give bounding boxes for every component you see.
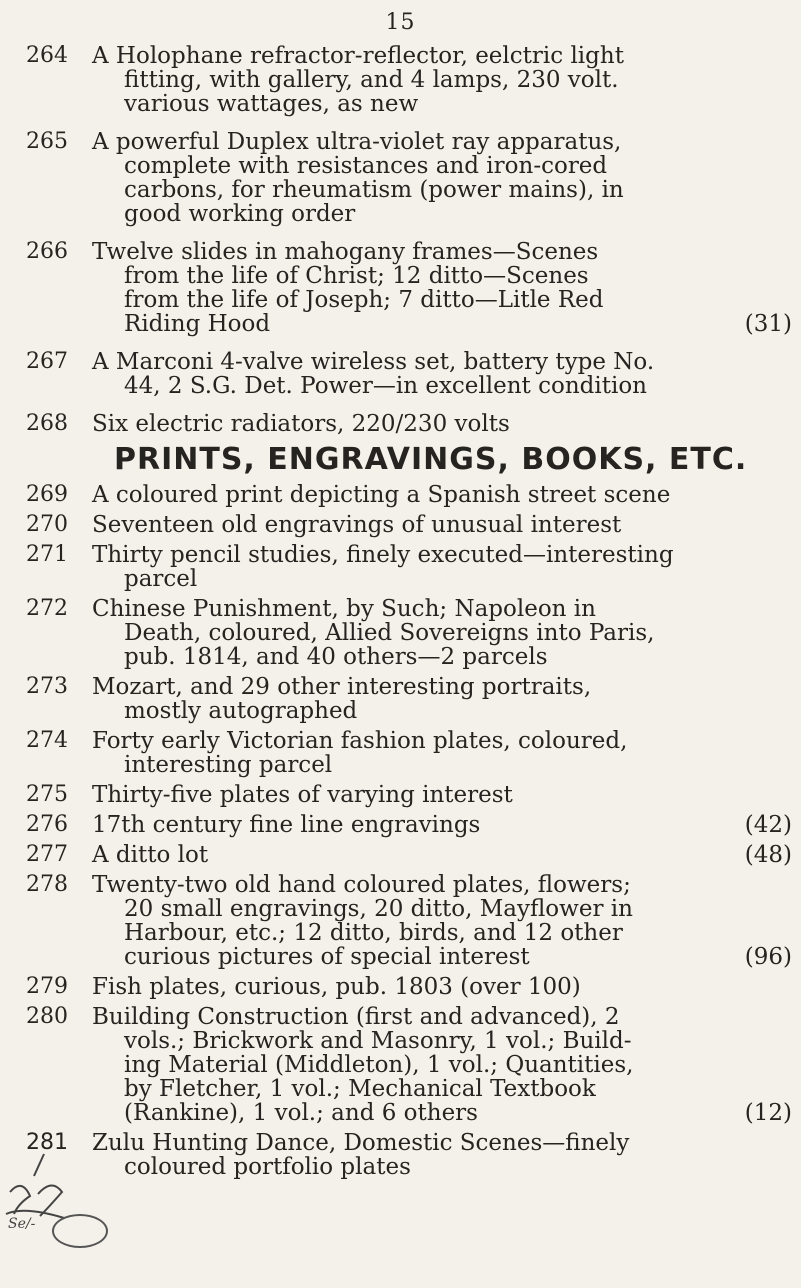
lot-line xyxy=(92,1077,792,1101)
lot-text: Building Construction (first and advanced), 2 xyxy=(92,1004,620,1030)
lot-line xyxy=(92,921,792,945)
lot-line xyxy=(92,154,792,178)
lot-line xyxy=(92,729,792,753)
lot-text: 20 small engravings, 20 ditto, Mayflower in xyxy=(124,896,633,922)
lot-price xyxy=(782,1131,792,1155)
lot-description xyxy=(92,44,792,116)
lot-line xyxy=(92,68,792,92)
lot-price: (42) xyxy=(744,812,792,838)
lot-description xyxy=(92,783,792,807)
lot-line xyxy=(92,240,792,264)
lot-description xyxy=(92,1131,792,1179)
lot-item xyxy=(22,813,792,837)
lot-item xyxy=(22,873,792,969)
lot-price xyxy=(782,483,792,507)
lot-text: Riding Hood xyxy=(124,311,271,337)
lot-line xyxy=(92,483,792,507)
lot-line xyxy=(92,843,792,867)
lot-line xyxy=(92,621,792,645)
lot-line xyxy=(92,312,792,336)
lot-item xyxy=(22,483,792,507)
lot-text: A coloured print depicting a Spanish street scene xyxy=(92,482,671,508)
lot-price xyxy=(782,44,792,68)
lot-line xyxy=(92,543,792,567)
lot-line xyxy=(92,873,792,897)
lot-price xyxy=(782,975,792,999)
lot-group-misc xyxy=(22,44,792,436)
lot-line xyxy=(92,264,792,288)
lot-item xyxy=(22,1131,792,1179)
lot-number: 281 xyxy=(26,1130,68,1155)
lot-price xyxy=(782,621,792,645)
lot-price: (96) xyxy=(744,944,792,970)
lot-price xyxy=(782,1029,792,1053)
lot-number: 267 xyxy=(26,349,68,374)
lot-description xyxy=(92,240,792,336)
lot-text: Death, coloured, Allied Sovereigns into Paris, xyxy=(124,620,655,646)
lot-line xyxy=(92,897,792,921)
section-heading: PRINTS, ENGRAVINGS, BOOKS, ETC. xyxy=(114,442,748,477)
lot-number: 265 xyxy=(26,129,68,154)
lot-text: Seventeen old engravings of unusual interest xyxy=(92,512,622,538)
lot-price xyxy=(782,1005,792,1029)
lot-number: 276 xyxy=(26,812,68,837)
lot-price xyxy=(782,597,792,621)
lot-price xyxy=(782,645,792,669)
lot-text: pub. 1814, and 40 others—2 parcels xyxy=(124,644,548,670)
lot-text: good working order xyxy=(124,201,356,227)
lot-price xyxy=(782,350,792,374)
lot-item xyxy=(22,543,792,591)
lot-text: fitting, with gallery, and 4 lamps, 230 volt. xyxy=(124,67,619,93)
lot-price xyxy=(782,178,792,202)
lot-price xyxy=(782,543,792,567)
lot-price xyxy=(782,374,792,398)
lot-number: 270 xyxy=(26,512,68,537)
lot-line xyxy=(92,1029,792,1053)
lot-description xyxy=(92,729,792,777)
lot-item xyxy=(22,44,792,116)
lot-text: complete with resistances and iron-cored xyxy=(124,153,608,179)
lot-text: curious pictures of special interest xyxy=(124,944,530,970)
lot-line xyxy=(92,1053,792,1077)
lot-item xyxy=(22,843,792,867)
lot-text: (Rankine), 1 vol.; and 6 others xyxy=(124,1100,478,1126)
lot-item xyxy=(22,513,792,537)
lot-text: from the life of Christ; 12 ditto—Scenes xyxy=(124,263,589,289)
lot-price xyxy=(782,729,792,753)
lot-description xyxy=(92,412,792,436)
lot-description xyxy=(92,975,792,999)
lot-line xyxy=(92,92,792,116)
page-number: 15 xyxy=(385,10,416,35)
lot-price xyxy=(782,783,792,807)
lot-line xyxy=(92,513,792,537)
lot-number: 274 xyxy=(26,728,68,753)
lot-number: 272 xyxy=(26,596,68,621)
lot-text: A Marconi 4-valve wireless set, battery type No. xyxy=(92,349,655,375)
lot-description xyxy=(92,130,792,226)
lot-text: parcel xyxy=(124,566,198,592)
lot-number: 266 xyxy=(26,239,68,264)
lot-price: (12) xyxy=(744,1100,792,1126)
lot-description xyxy=(92,813,792,837)
lot-text: ing Material (Middleton), 1 vol.; Quantities, xyxy=(124,1052,634,1078)
lot-item xyxy=(22,240,792,336)
lot-price xyxy=(782,240,792,264)
lot-description xyxy=(92,1005,792,1125)
lot-line xyxy=(92,202,792,226)
lot-text: A powerful Duplex ultra-violet ray apparatus, xyxy=(92,129,622,155)
lot-text: Fish plates, curious, pub. 1803 (over 100) xyxy=(92,974,581,1000)
lot-text: 17th century fine line engravings xyxy=(92,812,481,838)
lot-line xyxy=(92,178,792,202)
lot-price xyxy=(782,897,792,921)
lot-text: Twelve slides in mahogany frames—Scenes xyxy=(92,239,599,265)
lot-description xyxy=(92,513,792,537)
lot-item xyxy=(22,783,792,807)
lot-text: Harbour, etc.; 12 ditto, birds, and 12 other xyxy=(124,920,623,946)
lot-text: Mozart, and 29 other interesting portraits, xyxy=(92,674,592,700)
lot-line xyxy=(92,44,792,68)
lot-number: 278 xyxy=(26,872,68,897)
lot-price xyxy=(782,130,792,154)
lot-line xyxy=(92,597,792,621)
lot-text: mostly autographed xyxy=(124,698,358,724)
lot-item xyxy=(22,130,792,226)
lot-line xyxy=(92,645,792,669)
lot-text: Zulu Hunting Dance, Domestic Scenes—finely xyxy=(92,1130,630,1156)
lot-price xyxy=(782,753,792,777)
lot-price xyxy=(782,1077,792,1101)
lot-text: Forty early Victorian fashion plates, coloured, xyxy=(92,728,628,754)
lot-description xyxy=(92,483,792,507)
lot-text: from the life of Joseph; 7 ditto—Litle Red xyxy=(124,287,604,313)
lot-price xyxy=(782,92,792,116)
lot-price xyxy=(782,699,792,723)
lot-description xyxy=(92,350,792,398)
lot-line xyxy=(92,699,792,723)
lot-text: Twenty-two old hand coloured plates, flowers; xyxy=(92,872,631,898)
lot-line xyxy=(92,567,792,591)
lot-text: carbons, for rheumatism (power mains), in xyxy=(124,177,624,203)
lot-text: various wattages, as new xyxy=(124,91,419,117)
lot-line xyxy=(92,350,792,374)
lot-price xyxy=(782,202,792,226)
lot-line xyxy=(92,288,792,312)
lot-text: by Fletcher, 1 vol.; Mechanical Textbook xyxy=(124,1076,596,1102)
lot-line xyxy=(92,412,792,436)
lot-price xyxy=(782,567,792,591)
lot-price xyxy=(782,873,792,897)
lot-item xyxy=(22,975,792,999)
lot-price xyxy=(782,1053,792,1077)
lot-number: 264 xyxy=(26,43,68,68)
lot-description xyxy=(92,873,792,969)
lot-line xyxy=(92,813,792,837)
lot-price: (48) xyxy=(744,842,792,868)
lot-text: A Holophane refractor-reflector, eelctric light xyxy=(92,43,624,69)
lot-item xyxy=(22,412,792,436)
lot-price xyxy=(782,154,792,178)
lot-item xyxy=(22,597,792,669)
lot-number: 279 xyxy=(26,974,68,999)
lot-line xyxy=(92,753,792,777)
lot-line xyxy=(92,783,792,807)
handwritten-note: Se/- xyxy=(8,1216,36,1230)
lot-line xyxy=(92,1101,792,1125)
lot-item xyxy=(22,1005,792,1125)
lot-description xyxy=(92,597,792,669)
lot-item xyxy=(22,675,792,723)
lot-line xyxy=(92,975,792,999)
lot-price xyxy=(782,513,792,537)
lot-price xyxy=(782,412,792,436)
lot-text: Thirty pencil studies, finely executed—interesting xyxy=(92,542,674,568)
lot-text: 44, 2 S.G. Det. Power—in excellent condition xyxy=(124,373,647,399)
lot-number: 271 xyxy=(26,542,68,567)
lot-text: Thirty-five plates of varying interest xyxy=(92,782,513,808)
lot-line xyxy=(92,1131,792,1155)
lot-price xyxy=(782,1155,792,1179)
lot-price xyxy=(782,68,792,92)
lot-text: coloured portfolio plates xyxy=(124,1154,411,1180)
lot-text: interesting parcel xyxy=(124,752,333,778)
lot-list xyxy=(22,44,792,1179)
lot-description xyxy=(92,843,792,867)
lot-text: A ditto lot xyxy=(92,842,209,868)
lot-group-prints xyxy=(22,483,792,1179)
lot-number: 273 xyxy=(26,674,68,699)
lot-line xyxy=(92,1155,792,1179)
lot-number: 280 xyxy=(26,1004,68,1029)
lot-281-circle-mark xyxy=(52,1214,108,1248)
lot-number: 269 xyxy=(26,482,68,507)
lot-line xyxy=(92,130,792,154)
lot-item xyxy=(22,729,792,777)
lot-item xyxy=(22,350,792,398)
lot-line xyxy=(92,374,792,398)
lot-description xyxy=(92,675,792,723)
lot-line xyxy=(92,1005,792,1029)
lot-number: 275 xyxy=(26,782,68,807)
lot-price xyxy=(782,288,792,312)
lot-text: vols.; Brickwork and Masonry, 1 vol.; Build- xyxy=(124,1028,632,1054)
lot-line xyxy=(92,675,792,699)
lot-number: 268 xyxy=(26,411,68,436)
lot-line xyxy=(92,945,792,969)
lot-text: Six electric radiators, 220/230 volts xyxy=(92,411,510,437)
lot-number: 277 xyxy=(26,842,68,867)
lot-price xyxy=(782,921,792,945)
lot-price xyxy=(782,264,792,288)
lot-price: (31) xyxy=(744,311,792,337)
lot-text: Chinese Punishment, by Such; Napoleon in xyxy=(92,596,596,622)
lot-description xyxy=(92,543,792,591)
lot-price xyxy=(782,675,792,699)
